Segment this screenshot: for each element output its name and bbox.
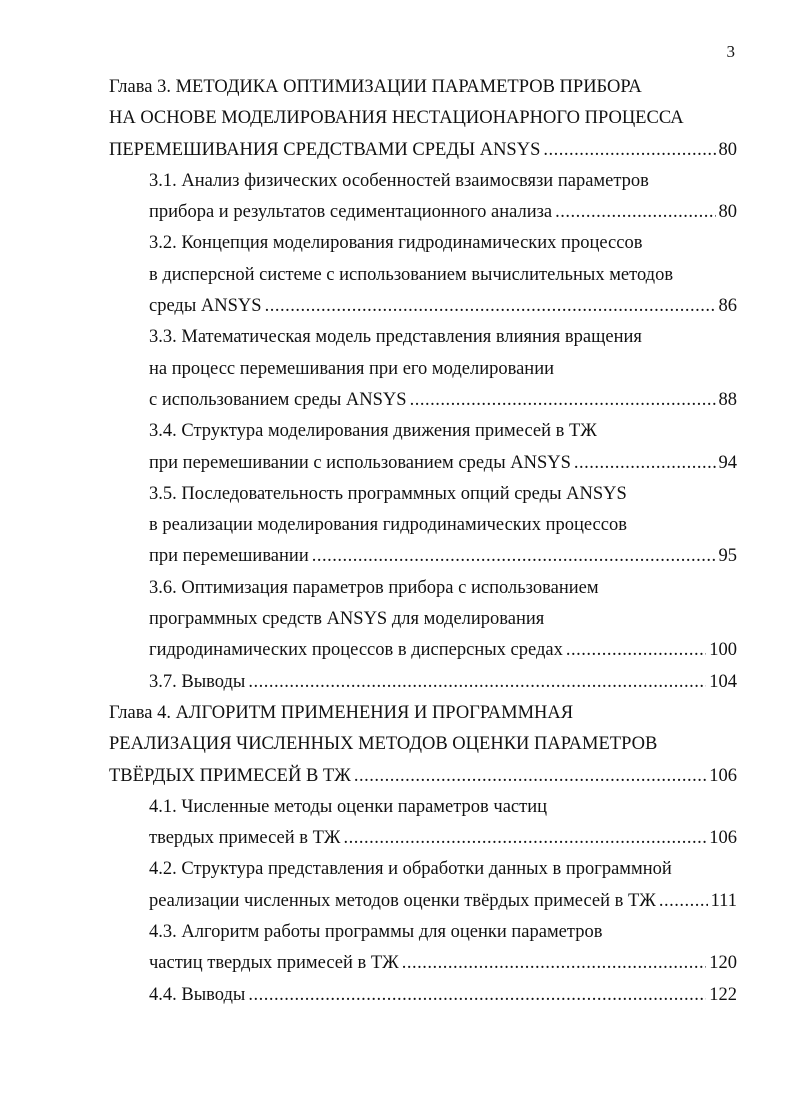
dot-leader bbox=[555, 197, 715, 228]
toc-line-text: частиц твердых примесей в ТЖ bbox=[149, 953, 399, 974]
toc-line bbox=[109, 166, 737, 197]
toc-line-text: прибора и результатов седиментационного анализа bbox=[149, 202, 553, 223]
toc-entry-s3-4 bbox=[109, 416, 737, 479]
toc-line-text: 3.7. Выводы bbox=[149, 671, 246, 692]
toc-page-number: 122 bbox=[709, 984, 737, 1005]
toc-line bbox=[109, 72, 737, 103]
toc-entry-ch4 bbox=[109, 698, 737, 792]
toc-entry-s3-1 bbox=[109, 166, 737, 229]
dot-leader bbox=[248, 980, 706, 1011]
toc-line-text: в реализации моделирования гидродинамических процессов bbox=[149, 515, 627, 536]
toc-line bbox=[109, 260, 737, 291]
dot-leader bbox=[410, 385, 716, 416]
toc-entry-s4-3 bbox=[109, 917, 737, 980]
toc-line-text: 3.2. Концепция моделирования гидродинамических процессов bbox=[149, 233, 643, 254]
toc-line bbox=[109, 948, 737, 979]
toc-line-text: 3.1. Анализ физических особенностей взаимосвязи параметров bbox=[149, 170, 649, 191]
toc-entry-s3-7 bbox=[109, 667, 737, 698]
toc-line-text: при перемешивании bbox=[149, 546, 309, 567]
toc-line bbox=[109, 291, 737, 322]
toc-line bbox=[109, 635, 737, 666]
toc-line bbox=[109, 573, 737, 604]
toc-line bbox=[109, 667, 737, 698]
toc-line bbox=[109, 792, 737, 823]
toc-line-text: 3.3. Математическая модель представления влияния вращения bbox=[149, 327, 642, 348]
toc-page-number: 80 bbox=[718, 139, 737, 160]
toc-page-number: 95 bbox=[718, 546, 737, 567]
toc-line bbox=[109, 228, 737, 259]
toc-line bbox=[109, 385, 737, 416]
toc-entry-s3-3 bbox=[109, 322, 737, 416]
toc-line bbox=[109, 448, 737, 479]
toc-page-number: 80 bbox=[718, 202, 737, 223]
toc-line-text: в дисперсной системе с использованием вычислительных методов bbox=[149, 264, 674, 285]
toc-line-text: 3.6. Оптимизация параметров прибора с использованием bbox=[149, 577, 599, 598]
toc-line-text: НА ОСНОВЕ МОДЕЛИРОВАНИЯ НЕСТАЦИОНАРНОГО ПРОЦЕССА bbox=[109, 108, 684, 129]
dot-leader bbox=[659, 886, 708, 917]
toc-line-text: ТВЁРДЫХ ПРИМЕСЕЙ В ТЖ bbox=[109, 765, 351, 786]
toc-line bbox=[109, 354, 737, 385]
toc-page-number: 106 bbox=[709, 765, 737, 786]
toc-entry-s3-5 bbox=[109, 479, 737, 573]
toc-page-number: 106 bbox=[709, 828, 737, 849]
toc-line bbox=[109, 854, 737, 885]
toc-line bbox=[109, 761, 737, 792]
toc-line-text: 4.4. Выводы bbox=[149, 984, 246, 1005]
toc-page-number: 111 bbox=[710, 890, 737, 911]
toc-line bbox=[109, 604, 737, 635]
dot-leader bbox=[354, 761, 706, 792]
toc-entry-ch3 bbox=[109, 72, 737, 166]
toc-page-number: 104 bbox=[709, 671, 737, 692]
toc-line-text: 3.4. Структура моделирования движения примесей в ТЖ bbox=[149, 421, 597, 442]
toc-page-number: 100 bbox=[709, 640, 737, 661]
toc-page-number: 88 bbox=[718, 389, 737, 410]
toc-entry-s4-1 bbox=[109, 792, 737, 855]
toc-line-text: программных средств ANSYS для моделирования bbox=[149, 609, 545, 630]
toc-page-number: 86 bbox=[718, 296, 737, 317]
page-number: 3 bbox=[726, 42, 735, 61]
dot-leader bbox=[312, 541, 716, 572]
toc-page-number: 120 bbox=[709, 953, 737, 974]
toc-line-text: 3.5. Последовательность программных опций среды ANSYS bbox=[149, 483, 627, 504]
toc-line-text: на процесс перемешивания при его моделировании bbox=[149, 358, 555, 379]
toc-line-text: 4.2. Структура представления и обработки данных в программной bbox=[149, 859, 672, 880]
toc-line-text: ПЕРЕМЕШИВАНИЯ СРЕДСТВАМИ СРЕДЫ ANSYS bbox=[109, 139, 541, 160]
toc-line-text: реализации численных методов оценки твёрдых примесей в ТЖ bbox=[149, 890, 656, 911]
toc-line bbox=[109, 510, 737, 541]
dot-leader bbox=[248, 667, 706, 698]
toc-line bbox=[109, 917, 737, 948]
toc-line-text: с использованием среды ANSYS bbox=[149, 389, 407, 410]
toc-line-text: среды ANSYS bbox=[149, 296, 262, 317]
dot-leader bbox=[574, 448, 716, 479]
dot-leader bbox=[566, 635, 706, 666]
toc-line bbox=[109, 416, 737, 447]
toc-line bbox=[109, 980, 737, 1011]
toc-line bbox=[109, 698, 737, 729]
toc-line bbox=[109, 479, 737, 510]
dot-leader bbox=[344, 823, 707, 854]
toc-line bbox=[109, 729, 737, 760]
toc-line bbox=[109, 322, 737, 353]
table-of-contents bbox=[109, 72, 737, 1011]
toc-entry-s4-2 bbox=[109, 854, 737, 917]
toc-line bbox=[109, 541, 737, 572]
toc-line-text: 4.3. Алгоритм работы программы для оценки параметров bbox=[149, 922, 603, 943]
toc-line-text: при перемешивании с использованием среды ANSYS bbox=[149, 452, 571, 473]
toc-line bbox=[109, 103, 737, 134]
toc-line-text: твердых примесей в ТЖ bbox=[149, 828, 341, 849]
toc-entry-s3-2 bbox=[109, 228, 737, 322]
toc-line-text: гидродинамических процессов в дисперсных средах bbox=[149, 640, 563, 661]
dot-leader bbox=[265, 291, 716, 322]
dot-leader bbox=[543, 135, 715, 166]
toc-line-text: РЕАЛИЗАЦИЯ ЧИСЛЕННЫХ МЕТОДОВ ОЦЕНКИ ПАРАМЕТРОВ bbox=[109, 734, 658, 755]
toc-entry-s4-4 bbox=[109, 980, 737, 1011]
toc-line bbox=[109, 135, 737, 166]
toc-line-text: 4.1. Численные методы оценки параметров частиц bbox=[149, 796, 548, 817]
toc-line bbox=[109, 823, 737, 854]
toc-line-text: Глава 3. МЕТОДИКА ОПТИМИЗАЦИИ ПАРАМЕТРОВ ПРИБОРА bbox=[109, 77, 642, 97]
dot-leader bbox=[402, 948, 707, 979]
toc-page-number: 94 bbox=[718, 452, 737, 473]
toc-entry-s3-6 bbox=[109, 573, 737, 667]
toc-line bbox=[109, 197, 737, 228]
toc-line-text: Глава 4. АЛГОРИТМ ПРИМЕНЕНИЯ И ПРОГРАММНАЯ bbox=[109, 702, 574, 723]
toc-line bbox=[109, 886, 737, 917]
